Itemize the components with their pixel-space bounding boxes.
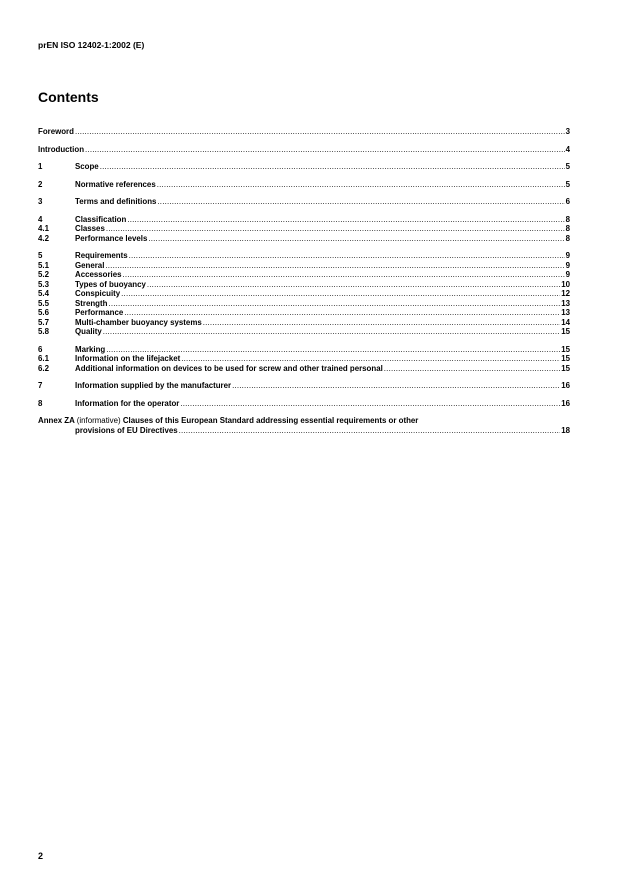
page-title: Contents — [38, 89, 99, 105]
toc-entry-page-number: 16 — [561, 381, 570, 390]
toc-entry[interactable] — [38, 318, 570, 328]
dot-leader — [179, 426, 561, 436]
toc-entry-page-number: 15 — [561, 344, 570, 354]
dot-leader — [157, 180, 565, 190]
dot-leader — [148, 234, 564, 244]
toc-entry[interactable] — [38, 145, 570, 155]
toc-entry-number: 5.7 — [38, 317, 49, 327]
toc-entry-page-number: 9 — [565, 270, 570, 279]
toc-entry-label: Accessories — [75, 270, 122, 279]
toc-entry[interactable] — [38, 251, 570, 261]
dot-leader — [103, 327, 560, 337]
dot-leader — [127, 215, 564, 225]
annex-line-1 — [38, 416, 570, 426]
toc-entry-page-number: 13 — [561, 298, 570, 308]
toc-entry-number: 4 — [38, 214, 43, 224]
dot-leader — [123, 270, 565, 280]
toc-entry[interactable] — [38, 345, 570, 355]
table-of-contents — [38, 127, 570, 436]
toc-entry-label: Scope — [75, 162, 99, 171]
toc-entry-number: 6.1 — [38, 354, 49, 363]
annex-entry[interactable] — [38, 416, 570, 436]
annex-prefix: Annex ZA — [38, 416, 75, 425]
toc-entry-number: 5.2 — [38, 270, 49, 279]
toc-entry-page-number: 8 — [565, 224, 570, 233]
toc-entry-label: Strength — [75, 298, 108, 308]
toc-entry[interactable] — [38, 308, 570, 318]
toc-entry-page-number: 8 — [565, 214, 570, 224]
annex-title-line-1: Clauses of this European Standard addressing essential requirements or other — [122, 416, 419, 425]
toc-entry-number: 4.1 — [38, 224, 49, 233]
annex-line-2 — [38, 426, 570, 436]
toc-entry[interactable] — [38, 270, 570, 280]
dot-leader — [203, 318, 560, 328]
toc-entry[interactable] — [38, 364, 570, 374]
toc-entry-label: Performance levels — [75, 233, 148, 243]
dot-leader — [157, 197, 564, 207]
toc-entry[interactable] — [38, 299, 570, 309]
toc-entry-label: Classes — [75, 224, 105, 233]
toc-entry-page-number: 5 — [565, 162, 570, 171]
dot-leader — [181, 354, 560, 364]
toc-entry[interactable] — [38, 381, 570, 391]
toc-entry-number: 5.4 — [38, 289, 49, 298]
toc-entry[interactable] — [38, 280, 570, 290]
toc-entry-page-number: 13 — [561, 308, 570, 317]
dot-leader — [105, 261, 564, 271]
page-number: 2 — [38, 851, 44, 861]
dot-leader — [75, 127, 565, 137]
toc-entry[interactable] — [38, 289, 570, 299]
toc-entry-page-number: 10 — [561, 279, 570, 289]
toc-entry-number: 5.6 — [38, 308, 49, 317]
toc-entry-number: 5.5 — [38, 298, 49, 308]
dot-leader — [180, 399, 560, 409]
toc-entry-page-number: 15 — [561, 363, 570, 373]
dot-leader — [100, 162, 565, 172]
toc-entry-label: Performance — [75, 308, 124, 317]
toc-entry-page-number: 9 — [565, 251, 570, 260]
dot-leader — [121, 289, 560, 299]
annex-page-number: 18 — [561, 426, 570, 435]
annex-informative: (informative) — [76, 416, 121, 425]
toc-entry-label: Multi-chamber buoyancy systems — [75, 317, 202, 327]
toc-entry-number: 1 — [38, 162, 43, 171]
toc-entry-page-number: 5 — [565, 179, 570, 189]
toc-entry[interactable] — [38, 327, 570, 337]
toc-entry-number: 5 — [38, 251, 43, 260]
toc-entry-page-number: 15 — [561, 354, 570, 363]
document-header: prEN ISO 12402-1:2002 (E) — [38, 40, 145, 50]
toc-entry-page-number: 14 — [561, 317, 570, 327]
toc-entry-label: Classification — [75, 214, 127, 224]
dot-leader — [384, 364, 560, 374]
dot-leader — [147, 280, 560, 290]
toc-entry-number: 4.2 — [38, 233, 49, 243]
toc-entry-number: 6 — [38, 344, 43, 354]
toc-entry[interactable] — [38, 127, 570, 137]
toc-entry-number: 6.2 — [38, 363, 49, 373]
toc-entry[interactable] — [38, 180, 570, 190]
dot-leader — [124, 308, 560, 318]
toc-entry-page-number: 16 — [561, 398, 570, 408]
toc-entry[interactable] — [38, 399, 570, 409]
toc-entry-page-number: 8 — [565, 233, 570, 243]
toc-entry-label: Quality — [75, 327, 102, 336]
toc-entry-page-number: 4 — [565, 144, 570, 154]
toc-entry-number: 5.1 — [38, 260, 49, 270]
toc-entry-number: 8 — [38, 398, 43, 408]
toc-entry-number: 5.8 — [38, 327, 49, 336]
toc-entry-label: Requirements — [75, 251, 128, 260]
toc-entry-label: Additional information on devices to be used for screw and other trained personal — [75, 363, 383, 373]
toc-entry-label: Introduction — [38, 144, 85, 154]
toc-entry[interactable] — [38, 215, 570, 225]
toc-entry-label: Information supplied by the manufacturer — [75, 381, 232, 390]
toc-entry-label: General — [75, 260, 105, 270]
toc-entry-label: Marking — [75, 344, 106, 354]
toc-entry-number: 5.3 — [38, 279, 49, 289]
toc-entry[interactable] — [38, 224, 570, 234]
toc-entry[interactable] — [38, 234, 570, 244]
toc-entry-page-number: 15 — [561, 327, 570, 336]
toc-entry-label: Foreword — [38, 127, 74, 136]
toc-entry[interactable] — [38, 261, 570, 271]
dot-leader — [232, 381, 560, 391]
toc-entry-label: Information on the lifejacket — [75, 354, 181, 363]
annex-title-line-2: provisions of EU Directives — [75, 426, 178, 435]
toc-entry[interactable] — [38, 162, 570, 172]
dot-leader — [108, 299, 560, 309]
toc-entry[interactable] — [38, 197, 570, 207]
toc-entry-page-number: 6 — [565, 197, 570, 206]
toc-entry-page-number: 3 — [565, 127, 570, 136]
dot-leader — [85, 145, 565, 155]
toc-entry-label: Conspicuity — [75, 289, 121, 298]
toc-entry-label: Terms and definitions — [75, 197, 157, 206]
toc-entry-label: Normative references — [75, 179, 156, 189]
toc-entry-page-number: 9 — [565, 260, 570, 270]
toc-entry-label: Information for the operator — [75, 398, 180, 408]
dot-leader — [129, 251, 565, 261]
toc-entry-label: Types of buoyancy — [75, 279, 146, 289]
toc-entry-number: 2 — [38, 179, 43, 189]
dot-leader — [106, 224, 565, 234]
toc-entry[interactable] — [38, 354, 570, 364]
toc-entry-number: 7 — [38, 381, 43, 390]
toc-entry-page-number: 12 — [561, 289, 570, 298]
toc-entry-number: 3 — [38, 197, 43, 206]
dot-leader — [106, 345, 560, 355]
